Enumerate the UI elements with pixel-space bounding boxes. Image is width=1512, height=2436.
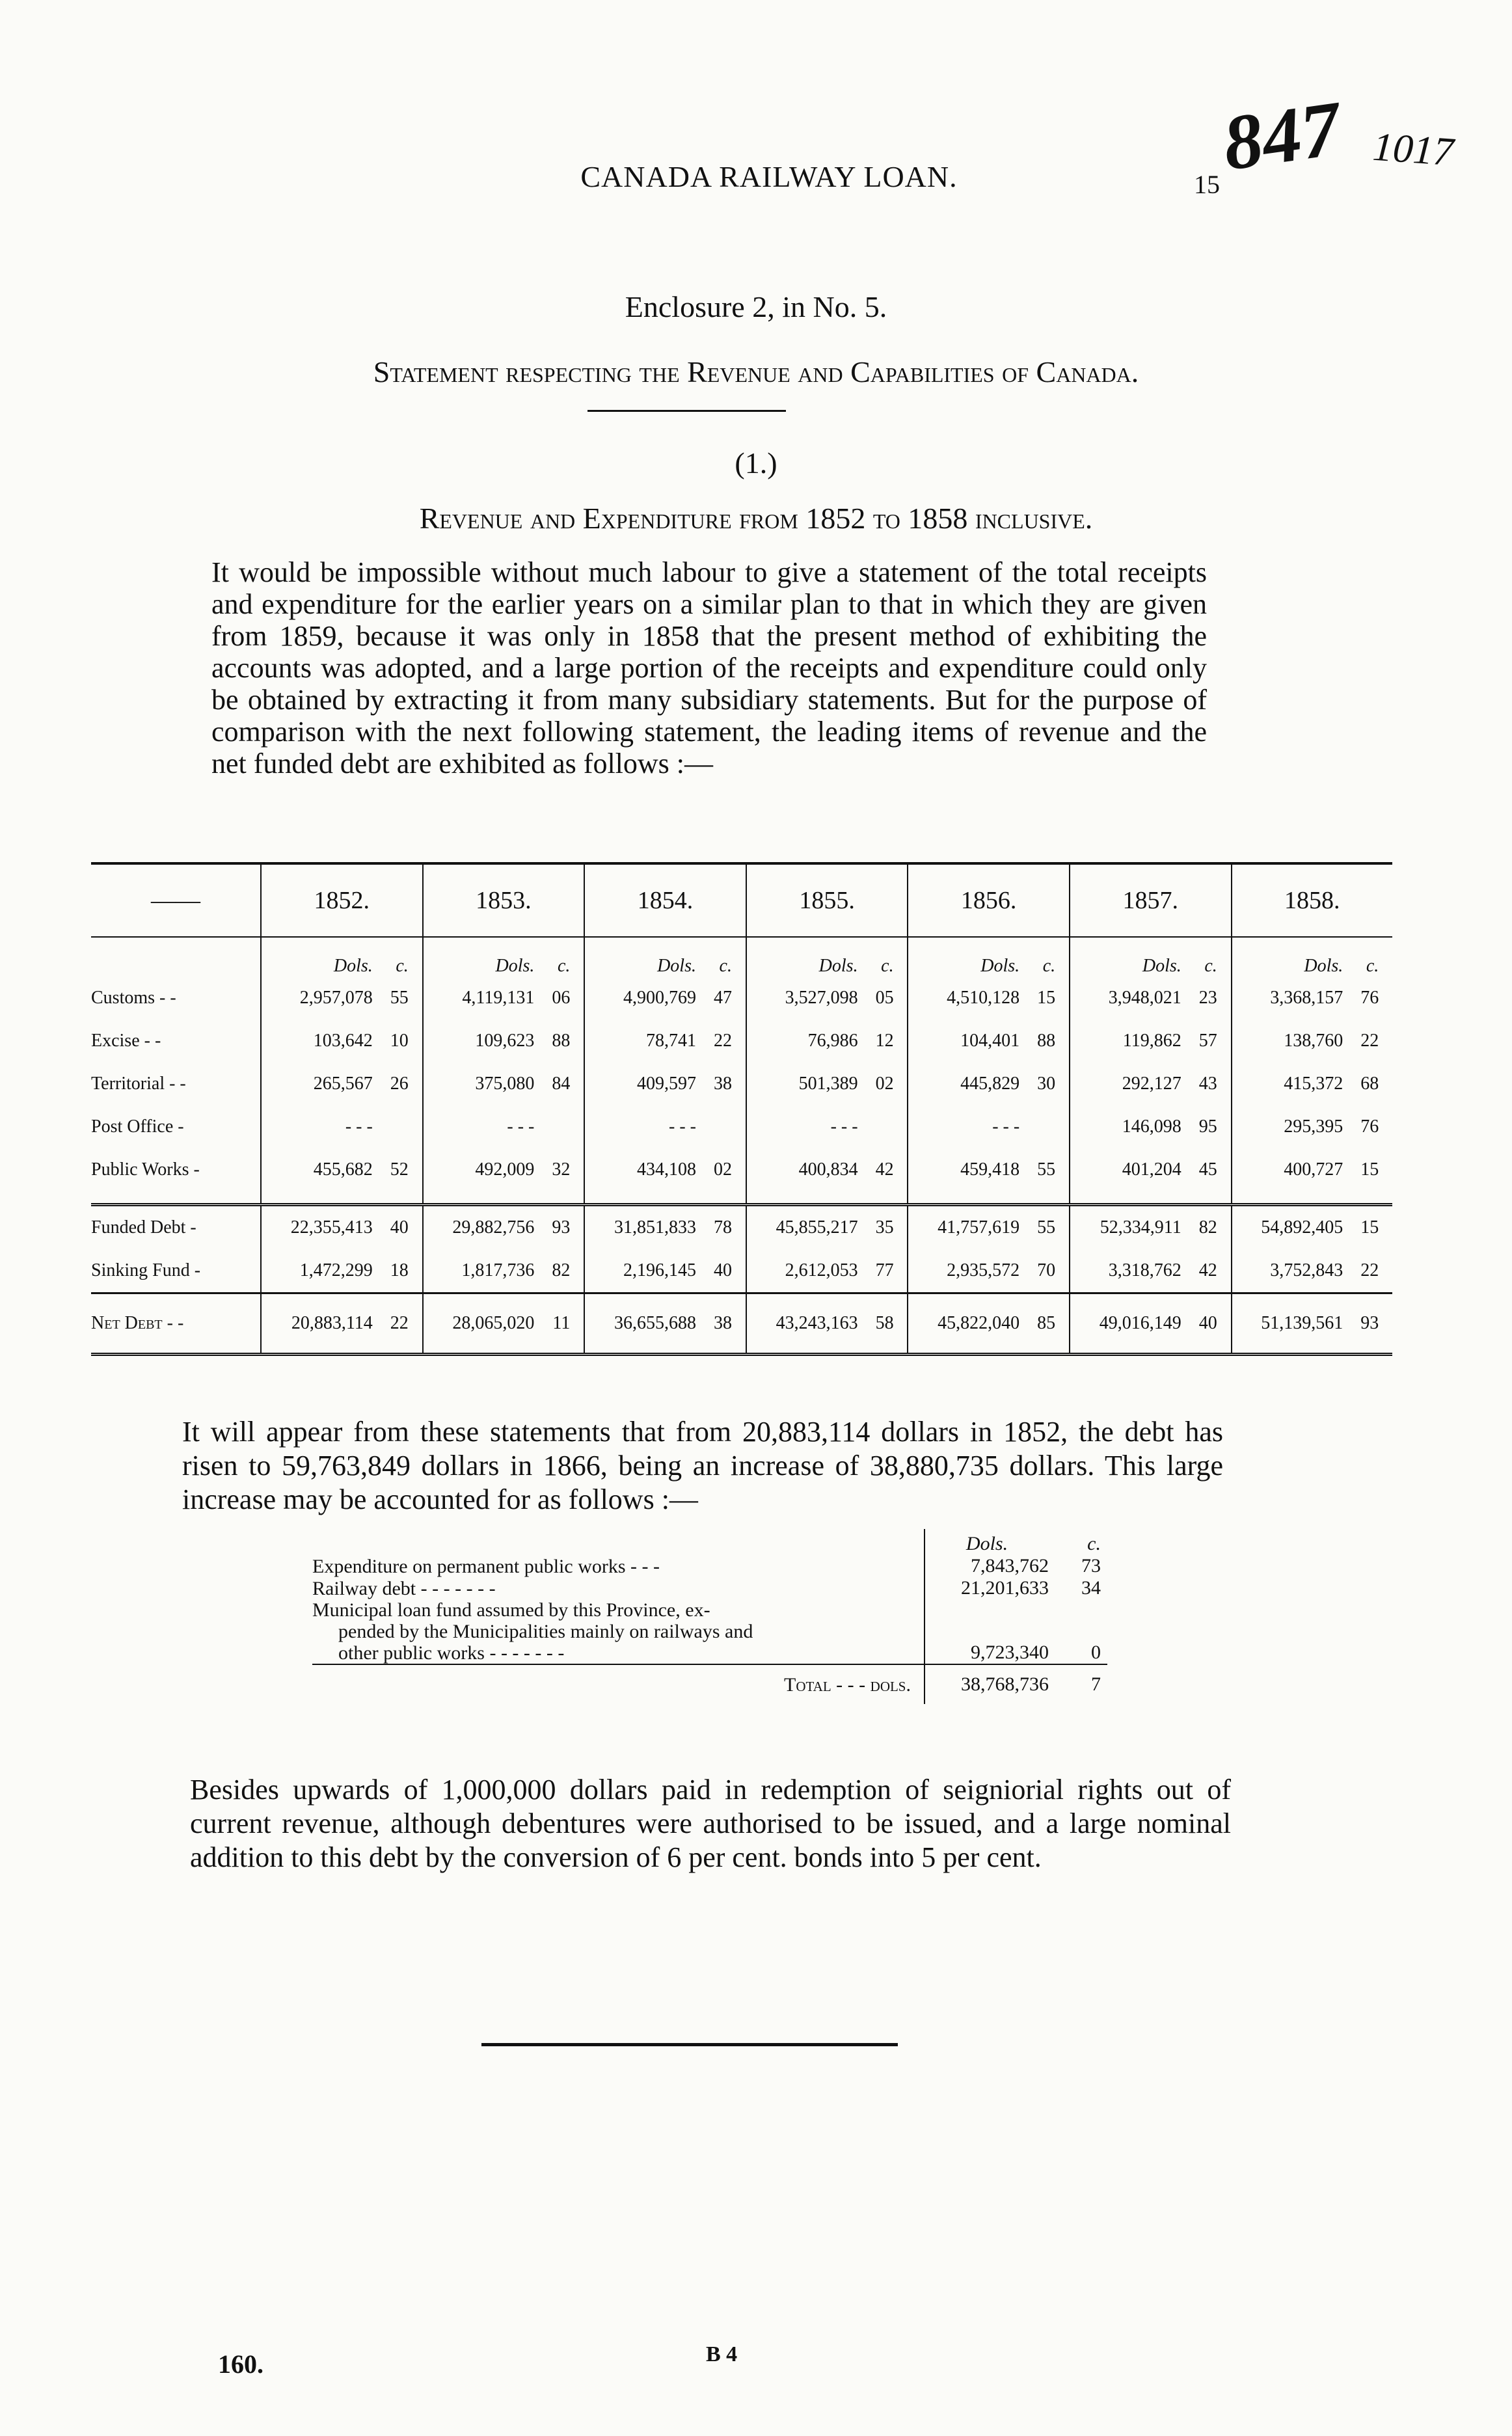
value-cents: 38 bbox=[713, 1313, 732, 1333]
value-cell bbox=[746, 1062, 908, 1105]
value-cell bbox=[1232, 1062, 1392, 1105]
value-cell bbox=[908, 1105, 1070, 1148]
gap-cell bbox=[423, 1191, 585, 1205]
value-cents: 06 bbox=[552, 988, 571, 1008]
value-cell bbox=[584, 1249, 746, 1293]
value-cell bbox=[1070, 1062, 1232, 1105]
value-dollars: 292,127 bbox=[1122, 1074, 1181, 1094]
value-dollars: 104,401 bbox=[960, 1031, 1020, 1051]
account-dollars: 21,201,633 bbox=[925, 1577, 1055, 1599]
value-dollars: 119,862 bbox=[1122, 1031, 1181, 1051]
value-dollars: 2,935,572 bbox=[947, 1260, 1020, 1280]
value-cell bbox=[261, 1105, 423, 1148]
section-title: Revenue and Expenditure from 1852 to 1858 inclusive. bbox=[419, 502, 1093, 535]
value-dollars: 2,957,078 bbox=[299, 988, 373, 1008]
value-cents: 55 bbox=[1037, 1159, 1056, 1180]
gap-cell bbox=[1070, 1191, 1232, 1205]
signature-mark: B 4 bbox=[706, 2342, 738, 2366]
year-header: 1854. bbox=[584, 863, 746, 937]
value-dollars: - - - bbox=[830, 1116, 858, 1137]
value-cell bbox=[423, 1020, 585, 1062]
account-description-line: pended by the Municipalities mainly on railways and bbox=[338, 1621, 753, 1642]
account-description: Railway debt - - - - - - - bbox=[312, 1578, 496, 1599]
section-number: (1.) bbox=[735, 446, 777, 480]
value-cents: 52 bbox=[390, 1159, 409, 1180]
value-cents: 55 bbox=[390, 988, 409, 1008]
units-cell bbox=[746, 937, 908, 977]
value-cell bbox=[584, 1148, 746, 1191]
value-cell bbox=[1070, 1205, 1232, 1250]
total-dollars: 38,768,736 bbox=[925, 1664, 1055, 1704]
value-cell bbox=[908, 1249, 1070, 1293]
value-cents: 77 bbox=[875, 1260, 894, 1280]
year-header: 1858. bbox=[1232, 863, 1392, 937]
row-label: Post Office - bbox=[91, 1116, 184, 1137]
unit-cents: c. bbox=[396, 956, 409, 976]
year-header: 1855. bbox=[746, 863, 908, 937]
value-dollars: - - - bbox=[992, 1116, 1020, 1137]
value-cell bbox=[746, 1148, 908, 1191]
increase-accounts-table bbox=[312, 1529, 1107, 1704]
value-dollars: 20,883,114 bbox=[291, 1313, 373, 1333]
value-cents: 26 bbox=[390, 1074, 409, 1094]
table-row bbox=[91, 1062, 1392, 1105]
table-row bbox=[91, 977, 1392, 1020]
accounts-row bbox=[312, 1577, 1107, 1599]
value-cents: 18 bbox=[390, 1260, 409, 1280]
value-cell bbox=[584, 977, 746, 1020]
value-cents: 30 bbox=[1037, 1074, 1056, 1094]
unit-dollars: Dols. bbox=[1304, 956, 1343, 976]
value-cell bbox=[1232, 1020, 1392, 1062]
value-dollars: 31,851,833 bbox=[614, 1217, 696, 1238]
unit-dollars: Dols. bbox=[818, 956, 858, 976]
value-cell bbox=[261, 1205, 423, 1250]
gap-cell bbox=[1232, 1191, 1392, 1205]
running-title: CANADA RAILWAY LOAN. bbox=[580, 160, 958, 193]
value-cell bbox=[1232, 1148, 1392, 1191]
value-cell bbox=[1232, 1105, 1392, 1148]
gap-cell bbox=[908, 1191, 1070, 1205]
heading-rule bbox=[587, 410, 786, 412]
intro-paragraph: It would be impossible without much labour to give a statement of the total receipts and expenditure for the earlier years on a similar plan to that in which they are given from 1859, because it was only in 1858 that the present method of exhibiting the accounts was adopted, and a large portion of the receipts and expenditure could only be obtained by extracting it from many subsidiary statements. But for the purpose of comparison with the next following statement, the leading items of revenue and the net funded debt are exhibited as follows :— bbox=[211, 556, 1207, 779]
value-dollars: 22,355,413 bbox=[290, 1217, 373, 1238]
value-cell bbox=[746, 1293, 908, 1355]
table-gap bbox=[91, 1191, 1392, 1205]
unit-dollars: Dols. bbox=[333, 956, 373, 976]
value-cell bbox=[261, 1293, 423, 1355]
total-label: Total - - - dols. bbox=[312, 1664, 925, 1704]
value-cell bbox=[584, 1020, 746, 1062]
unit-dollars: Dols. bbox=[1142, 956, 1181, 976]
gap-cell bbox=[746, 1191, 908, 1205]
value-cents: 38 bbox=[713, 1074, 732, 1094]
value-dollars: 2,196,145 bbox=[623, 1260, 696, 1280]
value-cents: 82 bbox=[1198, 1217, 1217, 1238]
value-cents: 70 bbox=[1037, 1260, 1056, 1280]
value-cents: 35 bbox=[875, 1217, 894, 1238]
value-dollars: 109,623 bbox=[475, 1031, 535, 1051]
row-label: Excise - - bbox=[91, 1031, 161, 1051]
gap-cell bbox=[584, 1191, 746, 1205]
value-cents: 47 bbox=[713, 988, 732, 1008]
handwritten-folio-mark-secondary: 1017 bbox=[1371, 124, 1455, 175]
value-cents: 88 bbox=[552, 1031, 571, 1051]
unit-cents: c. bbox=[1366, 956, 1379, 976]
value-cents: 32 bbox=[552, 1159, 571, 1180]
value-cents: 43 bbox=[1198, 1074, 1217, 1094]
table-row bbox=[91, 1249, 1392, 1293]
value-cents: 22 bbox=[1360, 1260, 1379, 1280]
value-cell bbox=[746, 1105, 908, 1148]
page-number: 15 bbox=[1194, 170, 1220, 199]
account-description-line: Municipal loan fund assumed by this Province, ex- bbox=[312, 1599, 710, 1621]
value-dollars: 49,016,149 bbox=[1099, 1313, 1181, 1333]
enclosure-heading: Enclosure 2, in No. 5. bbox=[625, 290, 887, 323]
value-cents: 15 bbox=[1037, 988, 1056, 1008]
value-cell bbox=[1070, 1293, 1232, 1355]
seigniorial-paragraph: Besides upwards of 1,000,000 dollars paid in redemption of seigniorial rights out of current revenue, although debentures were authorised to be issued, and a large nominal addition to this debt by the conversion of 6 per cent. bonds into 5 per cent. bbox=[190, 1774, 1231, 1873]
account-description: Expenditure on permanent public works - - - bbox=[312, 1556, 660, 1577]
value-cell bbox=[423, 1062, 585, 1105]
value-cents: 02 bbox=[713, 1159, 732, 1180]
value-cell bbox=[584, 1293, 746, 1355]
value-dollars: 401,204 bbox=[1122, 1159, 1181, 1180]
units-row bbox=[91, 937, 1392, 977]
value-dollars: 1,472,299 bbox=[299, 1260, 373, 1280]
units-cell bbox=[584, 937, 746, 977]
value-cell bbox=[908, 1062, 1070, 1105]
gap-cell bbox=[261, 1191, 423, 1205]
value-cents: 23 bbox=[1198, 988, 1217, 1008]
value-cents: 42 bbox=[875, 1159, 894, 1180]
value-dollars: - - - bbox=[345, 1116, 373, 1137]
table-corner: —— bbox=[91, 863, 261, 937]
value-dollars: 295,395 bbox=[1284, 1116, 1343, 1137]
accounts-header-row bbox=[312, 1529, 1107, 1555]
unit-dollars: Dols. bbox=[925, 1529, 1055, 1555]
value-dollars: 415,372 bbox=[1284, 1074, 1343, 1094]
value-dollars: 400,834 bbox=[798, 1159, 858, 1180]
value-cell bbox=[1232, 1249, 1392, 1293]
unit-cents: c. bbox=[1042, 956, 1056, 976]
value-cents: 78 bbox=[713, 1217, 732, 1238]
value-cell bbox=[261, 1062, 423, 1105]
unit-dollars: Dols. bbox=[980, 956, 1020, 976]
value-dollars: 4,119,131 bbox=[462, 988, 535, 1008]
accounts-row bbox=[312, 1555, 1107, 1577]
value-dollars: 76,986 bbox=[807, 1031, 858, 1051]
table-row bbox=[91, 1293, 1392, 1355]
value-dollars: 52,334,911 bbox=[1100, 1217, 1181, 1238]
closing-rule bbox=[481, 2043, 898, 2046]
value-cents: 05 bbox=[875, 988, 894, 1008]
row-label: Customs - - bbox=[91, 988, 176, 1008]
value-cell bbox=[584, 1062, 746, 1105]
total-cents: 7 bbox=[1055, 1664, 1107, 1704]
value-dollars: 78,741 bbox=[645, 1031, 696, 1051]
value-cell bbox=[261, 1148, 423, 1191]
value-cents: 42 bbox=[1198, 1260, 1217, 1280]
value-cents: 12 bbox=[875, 1031, 894, 1051]
value-cents: 40 bbox=[390, 1217, 409, 1238]
value-cents: 10 bbox=[390, 1031, 409, 1051]
row-label: Territorial - - bbox=[91, 1074, 186, 1094]
value-dollars: 400,727 bbox=[1284, 1159, 1343, 1180]
value-dollars: 138,760 bbox=[1284, 1031, 1343, 1051]
accounts-total-row bbox=[312, 1664, 1107, 1704]
value-cell bbox=[423, 1249, 585, 1293]
units-cell bbox=[423, 937, 585, 977]
value-dollars: 265,567 bbox=[313, 1074, 373, 1094]
table-header-row bbox=[91, 863, 1392, 937]
value-cents: 85 bbox=[1037, 1313, 1056, 1333]
row-label: Public Works - bbox=[91, 1159, 200, 1180]
units-cell bbox=[908, 937, 1070, 977]
value-cell bbox=[423, 1148, 585, 1191]
year-header: 1857. bbox=[1070, 863, 1232, 937]
unit-cents: c. bbox=[881, 956, 894, 976]
increase-paragraph: It will appear from these statements that from 20,883,114 dollars in 1852, the debt has risen to 59,763,849 dollars in 1866, being an increase of 38,880,735 dollars. This large increase may be accounted for as follows :— bbox=[182, 1416, 1223, 1515]
value-dollars: 29,882,756 bbox=[452, 1217, 535, 1238]
value-cell bbox=[1070, 1020, 1232, 1062]
statement-heading: Statement respecting the Revenue and Capabilities of Canada. bbox=[373, 355, 1139, 388]
value-cents: 22 bbox=[713, 1031, 732, 1051]
value-dollars: 51,139,561 bbox=[1261, 1313, 1343, 1333]
value-cell bbox=[908, 1148, 1070, 1191]
value-cell bbox=[423, 1205, 585, 1250]
value-cell bbox=[1232, 1205, 1392, 1250]
value-cents: 11 bbox=[552, 1313, 571, 1333]
value-cell bbox=[746, 1249, 908, 1293]
value-dollars: 1,817,736 bbox=[461, 1260, 535, 1280]
value-cents: 95 bbox=[1198, 1116, 1217, 1137]
value-dollars: 54,892,405 bbox=[1261, 1217, 1343, 1238]
value-cell bbox=[584, 1205, 746, 1250]
gap-cell bbox=[91, 1191, 261, 1205]
value-dollars: - - - bbox=[507, 1116, 535, 1137]
value-cents: 93 bbox=[1360, 1313, 1379, 1333]
value-cell bbox=[1070, 977, 1232, 1020]
value-cell bbox=[423, 1105, 585, 1148]
value-dollars: 41,757,619 bbox=[938, 1217, 1020, 1238]
value-dollars: 3,527,098 bbox=[785, 988, 858, 1008]
value-dollars: 3,752,843 bbox=[1270, 1260, 1343, 1280]
value-cents: 45 bbox=[1198, 1159, 1217, 1180]
table-row bbox=[91, 1205, 1392, 1250]
year-header: 1856. bbox=[908, 863, 1070, 937]
account-cents: 0 bbox=[1091, 1642, 1101, 1663]
value-dollars: 2,612,053 bbox=[785, 1260, 858, 1280]
value-cents: 68 bbox=[1360, 1074, 1379, 1094]
value-cents: 40 bbox=[713, 1260, 732, 1280]
value-cents: 76 bbox=[1360, 988, 1379, 1008]
value-cents: 02 bbox=[875, 1074, 894, 1094]
value-dollars: 103,642 bbox=[313, 1031, 373, 1051]
value-dollars: 3,318,762 bbox=[1108, 1260, 1181, 1280]
value-dollars: 434,108 bbox=[636, 1159, 696, 1180]
footer-number: 160. bbox=[218, 2349, 263, 2379]
account-description-line: other public works - - - - - - - bbox=[338, 1642, 565, 1664]
value-cell bbox=[423, 1293, 585, 1355]
value-cell bbox=[261, 1249, 423, 1293]
value-cents: 57 bbox=[1198, 1031, 1217, 1051]
value-dollars: 28,065,020 bbox=[452, 1313, 535, 1333]
value-dollars: 45,822,040 bbox=[938, 1313, 1020, 1333]
units-cell bbox=[1070, 937, 1232, 977]
value-cell bbox=[908, 1293, 1070, 1355]
value-cell bbox=[1070, 1148, 1232, 1191]
value-dollars: 4,510,128 bbox=[947, 988, 1020, 1008]
value-cell bbox=[261, 1020, 423, 1062]
value-dollars: 409,597 bbox=[636, 1074, 696, 1094]
value-cents: 55 bbox=[1037, 1217, 1056, 1238]
account-cents: 73 bbox=[1081, 1555, 1101, 1577]
value-dollars: 4,900,769 bbox=[623, 988, 696, 1008]
value-cents: 15 bbox=[1360, 1159, 1379, 1180]
value-cell bbox=[746, 1205, 908, 1250]
value-cents: 88 bbox=[1037, 1031, 1056, 1051]
table-row bbox=[91, 1020, 1392, 1062]
value-cell bbox=[908, 977, 1070, 1020]
value-cents: 15 bbox=[1360, 1217, 1379, 1238]
value-cell bbox=[584, 1105, 746, 1148]
value-cents: 40 bbox=[1198, 1313, 1217, 1333]
value-cell bbox=[746, 1020, 908, 1062]
value-dollars: 45,855,217 bbox=[776, 1217, 858, 1238]
value-cents: 84 bbox=[552, 1074, 571, 1094]
value-dollars: 501,389 bbox=[798, 1074, 858, 1094]
value-cents: 82 bbox=[552, 1260, 571, 1280]
account-dollars: 9,723,340 bbox=[925, 1599, 1055, 1664]
handwritten-folio-mark: 847 bbox=[1217, 85, 1346, 187]
value-dollars: 459,418 bbox=[960, 1159, 1020, 1180]
unit-cents: c. bbox=[557, 956, 571, 976]
units-cell bbox=[261, 937, 423, 977]
value-cell bbox=[746, 977, 908, 1020]
revenue-table bbox=[91, 862, 1392, 1356]
value-cell bbox=[1232, 977, 1392, 1020]
value-dollars: 455,682 bbox=[313, 1159, 373, 1180]
value-cell bbox=[908, 1020, 1070, 1062]
value-cell bbox=[1232, 1293, 1392, 1355]
value-dollars: 3,368,157 bbox=[1270, 988, 1343, 1008]
unit-cents: c. bbox=[1087, 1533, 1101, 1554]
value-cents: 22 bbox=[1360, 1031, 1379, 1051]
row-label: Net Debt - - bbox=[91, 1293, 261, 1355]
value-cell bbox=[261, 977, 423, 1020]
account-cents: 34 bbox=[1081, 1577, 1101, 1599]
value-cents: 58 bbox=[875, 1313, 894, 1333]
row-label: Sinking Fund - bbox=[91, 1260, 201, 1280]
value-dollars: 492,009 bbox=[475, 1159, 535, 1180]
value-cents: 22 bbox=[390, 1313, 409, 1333]
account-dollars: 7,843,762 bbox=[925, 1555, 1055, 1577]
value-cell bbox=[423, 977, 585, 1020]
value-dollars: 146,098 bbox=[1122, 1116, 1181, 1137]
value-cell bbox=[908, 1205, 1070, 1250]
year-header: 1852. bbox=[261, 863, 423, 937]
unit-dollars: Dols. bbox=[495, 956, 535, 976]
account-description bbox=[312, 1599, 925, 1664]
units-cell bbox=[1232, 937, 1392, 977]
table-row bbox=[91, 1105, 1392, 1148]
value-dollars: - - - bbox=[669, 1116, 696, 1137]
accounts-row bbox=[312, 1599, 1107, 1664]
unit-cents: c. bbox=[719, 956, 732, 976]
unit-dollars: Dols. bbox=[657, 956, 696, 976]
value-cell bbox=[1070, 1249, 1232, 1293]
value-dollars: 43,243,163 bbox=[776, 1313, 858, 1333]
value-dollars: 445,829 bbox=[960, 1074, 1020, 1094]
year-header: 1853. bbox=[423, 863, 585, 937]
table-row bbox=[91, 1148, 1392, 1191]
value-cents: 76 bbox=[1360, 1116, 1379, 1137]
units-spacer bbox=[91, 937, 261, 977]
value-dollars: 375,080 bbox=[475, 1074, 535, 1094]
value-cents: 93 bbox=[552, 1217, 571, 1238]
value-dollars: 36,655,688 bbox=[614, 1313, 696, 1333]
unit-cents: c. bbox=[1204, 956, 1217, 976]
value-cell bbox=[1070, 1105, 1232, 1148]
value-dollars: 3,948,021 bbox=[1108, 988, 1181, 1008]
row-label: Funded Debt - bbox=[91, 1205, 261, 1250]
